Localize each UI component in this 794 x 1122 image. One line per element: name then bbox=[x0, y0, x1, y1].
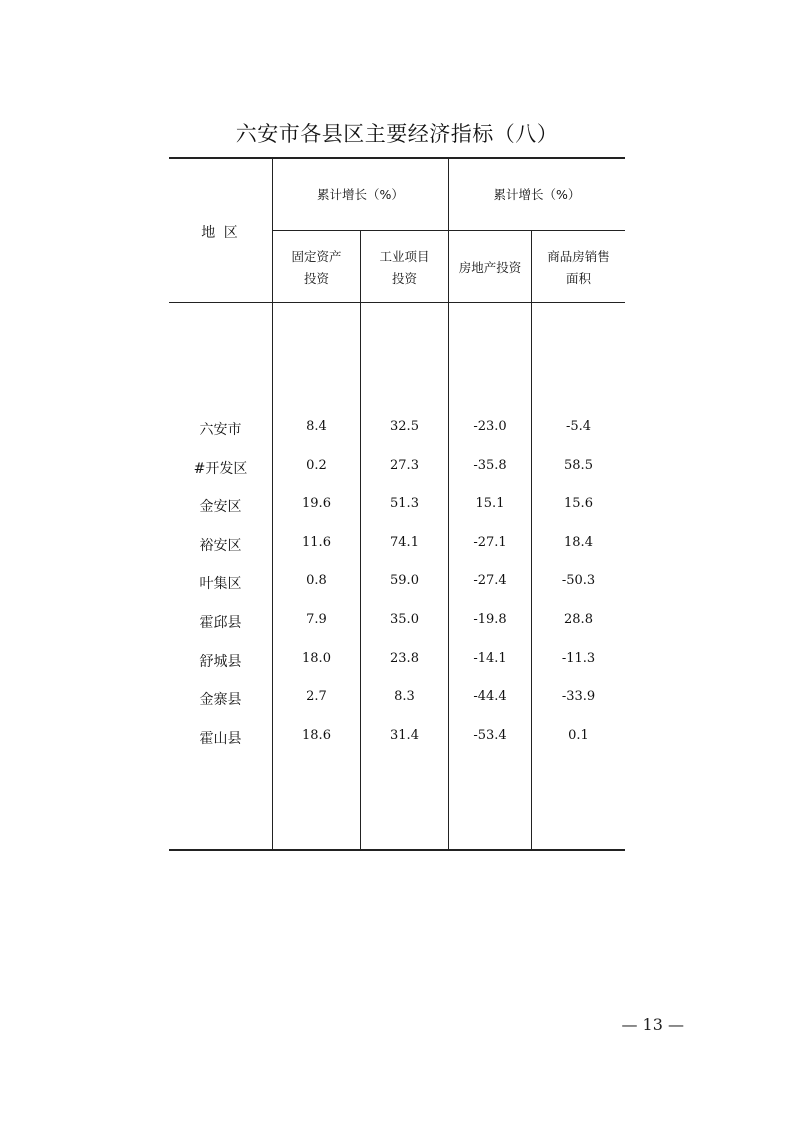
cell-v2: 35.0 bbox=[390, 612, 419, 627]
cell-v1: 7.9 bbox=[306, 612, 327, 627]
cell-v4: -11.3 bbox=[561, 650, 596, 666]
header-bottom-rule bbox=[169, 302, 625, 303]
region-name: 舒城县 bbox=[199, 653, 242, 670]
region-name: 霍邱县 bbox=[199, 615, 242, 631]
cell-v1: 2.7 bbox=[306, 689, 327, 705]
cell-v2: 8.3 bbox=[394, 689, 415, 705]
cell-v1: 8.4 bbox=[306, 419, 327, 434]
cell-v3: 15.1 bbox=[475, 496, 505, 512]
header-industrial-project-investment bbox=[361, 246, 448, 290]
header-group-2: 累计增长（%） bbox=[493, 187, 581, 202]
region-name: #开发区 bbox=[193, 460, 248, 477]
header-col1-line2: 投资 bbox=[303, 271, 329, 286]
region-name: 裕安区 bbox=[199, 537, 242, 554]
header-real-estate-investment: 房地产投资 bbox=[458, 260, 522, 275]
region-name: 金寨县 bbox=[199, 692, 242, 709]
header-col2-line2: 投资 bbox=[391, 271, 417, 286]
table-top-rule bbox=[169, 157, 625, 159]
cell-v3: -27.4 bbox=[473, 573, 507, 589]
cell-v3: -19.8 bbox=[473, 612, 507, 627]
cell-v2: 23.8 bbox=[390, 650, 419, 666]
cell-v3: -14.1 bbox=[473, 650, 507, 666]
cell-v4: -33.9 bbox=[561, 689, 596, 705]
header-group-rule bbox=[273, 230, 625, 231]
cell-v1: 18.6 bbox=[302, 727, 331, 743]
cell-v2: 74.1 bbox=[390, 534, 419, 550]
header-group-1: 累计增长（%） bbox=[317, 187, 404, 202]
cell-v2: 59.0 bbox=[390, 573, 419, 589]
region-name: 叶集区 bbox=[199, 576, 242, 593]
cell-v3: -44.4 bbox=[473, 689, 507, 705]
cell-v1: 19.6 bbox=[302, 496, 331, 512]
cell-v4: 0.1 bbox=[568, 727, 589, 743]
table-bottom-rule bbox=[169, 849, 625, 851]
header-region: 地 区 bbox=[201, 225, 240, 241]
region-name: 霍山县 bbox=[199, 730, 242, 747]
cell-v1: 0.2 bbox=[306, 457, 327, 473]
cell-v4: 18.4 bbox=[564, 534, 593, 550]
region-name: 金安区 bbox=[199, 499, 242, 516]
cell-v4: -50.3 bbox=[561, 573, 596, 589]
header-fixed-asset-investment bbox=[273, 246, 360, 290]
cell-v3: -53.4 bbox=[473, 727, 507, 743]
page-title: 六安市各县区主要经济指标（八） bbox=[235, 122, 559, 146]
cell-v3: -35.8 bbox=[473, 457, 507, 473]
cell-v2: 51.3 bbox=[390, 496, 419, 512]
cell-v2: 31.4 bbox=[390, 727, 419, 743]
cell-v2: 27.3 bbox=[390, 457, 419, 473]
cell-v4: 58.5 bbox=[564, 457, 593, 473]
region-name: 六安市 bbox=[199, 422, 242, 438]
cell-v1: 11.6 bbox=[302, 534, 331, 550]
cell-v4: 28.8 bbox=[564, 612, 593, 627]
cell-v2: 32.5 bbox=[390, 419, 419, 434]
header-col2-line1: 工业项目 bbox=[379, 249, 430, 264]
cell-v4: 15.6 bbox=[564, 496, 593, 512]
cell-v1: 18.0 bbox=[302, 650, 331, 666]
cell-v3: -23.0 bbox=[473, 419, 507, 434]
page-number: — 13 — bbox=[621, 1015, 684, 1034]
header-col4-line1: 商品房销售 bbox=[547, 249, 610, 264]
cell-v1: 0.8 bbox=[306, 573, 327, 589]
cell-v4: -5.4 bbox=[565, 419, 592, 434]
header-col4-line2: 面积 bbox=[565, 271, 591, 286]
header-col1-line1: 固定资产 bbox=[291, 249, 342, 264]
header-housing-sales-area bbox=[532, 246, 625, 290]
cell-v3: -27.1 bbox=[473, 534, 507, 550]
